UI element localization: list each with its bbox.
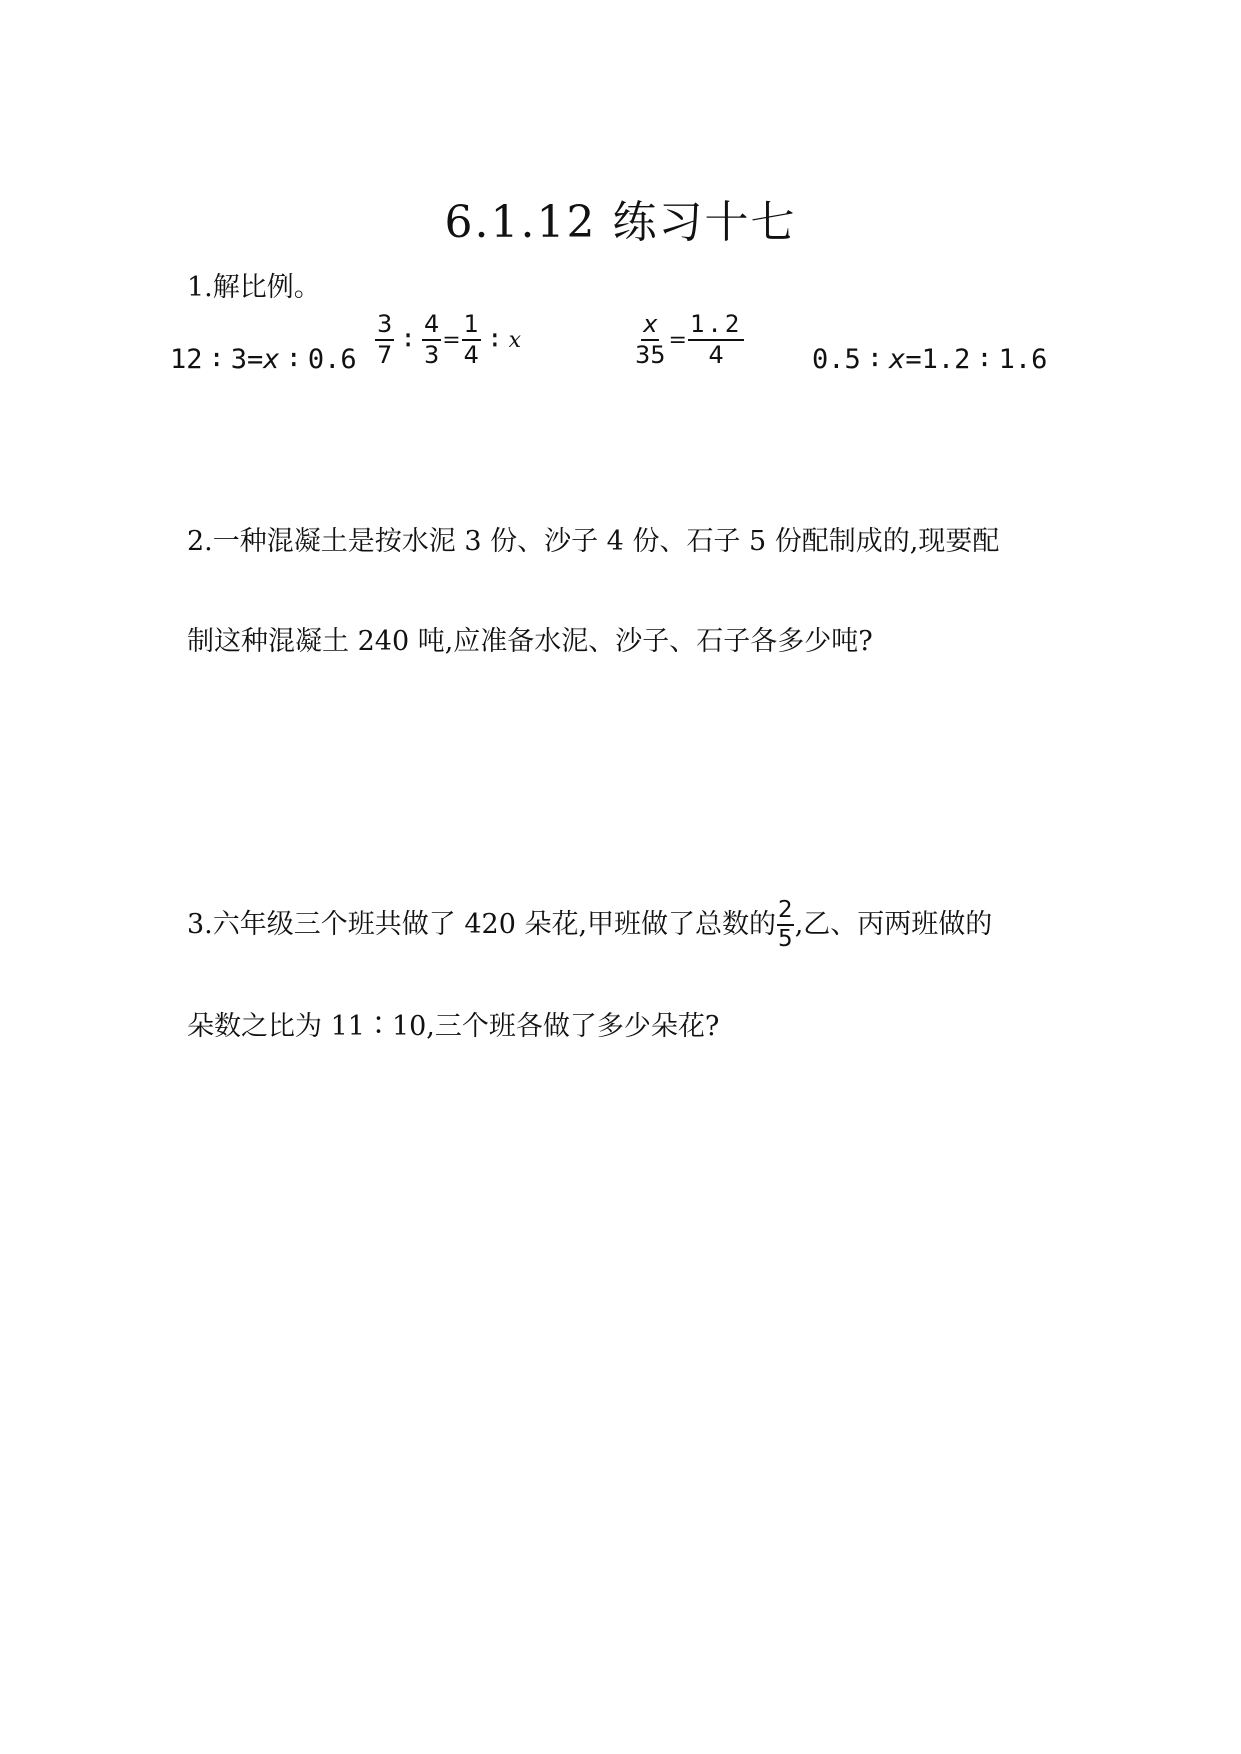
- question-3-text-before: 3.六年级三个班共做了 420 朵花,甲班做了总数的: [187, 909, 777, 940]
- eq3-equals: =: [668, 327, 687, 353]
- question-3-fraction: $\frac{2}{5}$: [778, 897, 793, 952]
- eq1-variable: x: [263, 344, 280, 375]
- question-3-text-after: ,乙、丙两班做的: [794, 909, 993, 940]
- eq2-equals: =: [442, 327, 461, 353]
- eq1-colon-1: ∶: [208, 344, 225, 375]
- eq2-fraction-2: $\frac{4}{3}$: [423, 309, 440, 369]
- eq1-term-b: 3=: [230, 344, 264, 375]
- eq4-term-c: 1.6: [998, 344, 1048, 375]
- eq1-term-a: 12: [170, 344, 203, 375]
- equation-3: [633, 300, 744, 380]
- question-2-line-1: 2.一种混凝土是按水泥 3 份、沙子 4 份、石子 5 份配制成的,现要配: [187, 526, 1000, 557]
- eq3-fraction-2: $\frac{1.2}{4}$: [689, 309, 743, 369]
- eq4-colon-2: ∶: [976, 344, 993, 375]
- eq1-colon-2: ∶: [285, 344, 302, 375]
- eq2-fraction-1: $\frac{3}{7}$: [377, 309, 393, 369]
- eq4-term-b: =1.2: [905, 344, 971, 375]
- eq3-fraction-1: $\frac{x}{35}$: [635, 309, 666, 369]
- question-2-line-2: 制这种混凝土 240 吨,应准备水泥、沙子、石子各多少吨?: [187, 626, 873, 657]
- equation-1: [170, 344, 357, 375]
- eq2-variable: x: [508, 327, 522, 353]
- equation-2: [375, 300, 521, 380]
- eq4-term-a: 0.5: [812, 344, 861, 375]
- eq4-colon-1: ∶: [866, 344, 884, 375]
- equation-4: [812, 344, 1047, 375]
- eq2-fraction-3: $\frac{1}{4}$: [463, 309, 479, 369]
- eq2-colon-1: ∶: [400, 325, 416, 355]
- question-3-line-1: [187, 895, 992, 955]
- eq4-variable: x: [889, 344, 906, 375]
- page-title: 6.1.12 练习十七: [444, 197, 797, 248]
- question-1-heading: 1.解比例。: [187, 272, 321, 303]
- question-3-line-2: 朵数之比为 11∶10,三个班各做了多少朵花?: [187, 1011, 720, 1042]
- eq1-term-c: 0.6: [307, 344, 357, 375]
- eq2-colon-2: ∶: [486, 325, 503, 355]
